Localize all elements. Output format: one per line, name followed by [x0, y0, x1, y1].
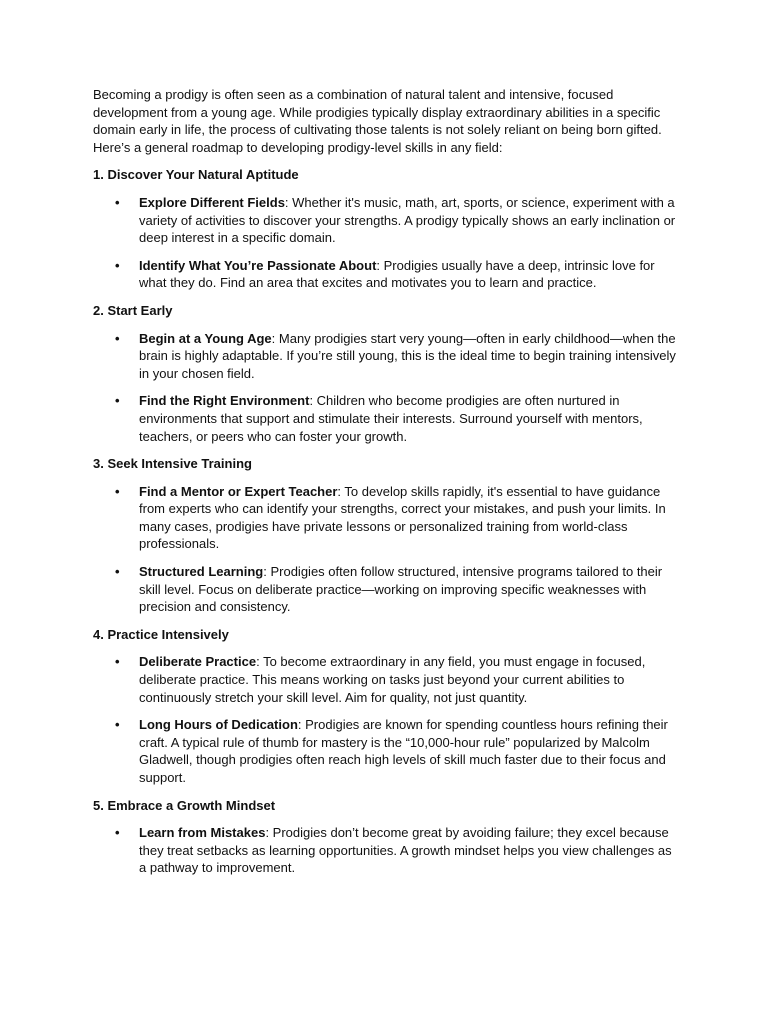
bullet-list — [93, 824, 676, 877]
bullet-icon: • — [115, 330, 120, 346]
section — [93, 797, 676, 877]
intro-paragraph: Becoming a prodigy is often seen as a combination of natural talent and intensive, focused development from a young age. While prodigies typically display extraordinary abilities in a specific domain early in life, the process of cultivating those talents is not solely reliant on being born gifted. Here’s a general roadmap to developing prodigy-level skills in any field: — [93, 87, 662, 155]
bullet-icon: • — [115, 654, 120, 670]
list-item — [93, 653, 676, 706]
item-term: Explore Different Fields — [139, 194, 285, 210]
section-heading: 1. Discover Your Natural Aptitude — [93, 167, 299, 183]
bullet-icon: • — [115, 194, 120, 210]
section — [93, 626, 676, 787]
bullet-icon: • — [115, 825, 120, 841]
bullet-icon: • — [115, 564, 120, 580]
bullet-list — [93, 653, 676, 786]
item-term: Find a Mentor or Expert Teacher — [139, 483, 338, 499]
list-item — [93, 824, 676, 877]
list-item — [93, 716, 676, 786]
item-term: Structured Learning — [139, 564, 264, 580]
item-text: : To develop skills rapidly, it's essential to have guidance from experts who can identify your strengths, correct your mistakes, and push your limits. In many cases, prodigies have private lessons or personalized training from world-class professionals. — [139, 483, 666, 552]
item-text: : Whether it's music, math, art, sports, or science, experiment with a variety of activities to discover your strengths. A prodigy typically shows an early inclination or deep interest in a specific domain. — [139, 194, 676, 246]
item-term: Find the Right Environment — [139, 393, 310, 409]
item-text: : Prodigies don’t become great by avoiding failure; they excel because they treat setbacks as learning opportunities. A growth mindset helps you view challenges as a pathway to improvement. — [139, 825, 672, 876]
bullet-list — [93, 194, 676, 292]
item-text: : Prodigies are known for spending countless hours refining their craft. A typical rule of thumb for mastery is the “10,000-hour rule” popularized by Malcolm Gladwell, though prodigies often reach high levels of skill much faster due to their focus and support. — [139, 717, 668, 785]
bullet-icon: • — [115, 393, 120, 409]
item-term: Deliberate Practice — [139, 654, 257, 670]
item-text: : Prodigies often follow structured, intensive programs tailored to their skill level. Focus on deliberate practice—working on improving specific weaknesses with precision and consistency. — [139, 564, 663, 615]
section-heading: 5. Embrace a Growth Mindset — [93, 797, 276, 813]
section — [93, 302, 676, 445]
section-heading: 3. Seek Intensive Training — [93, 456, 252, 472]
item-text: : To become extraordinary in any field, you must engage in focused, deliberate practice. This means working on tasks just beyond your current abilities to continuously stretch your skill level. Aim for quality, not just quantity. — [139, 654, 646, 705]
list-item — [93, 392, 676, 445]
item-text: : Prodigies usually have a deep, intrinsic love for what they do. Find an area that excites and motivates you to learn and practice. — [139, 257, 655, 291]
item-term: Long Hours of Dedication — [139, 717, 298, 733]
section — [93, 166, 676, 292]
bullet-list — [93, 330, 676, 446]
bullet-list — [93, 483, 676, 616]
bullet-icon: • — [115, 717, 120, 733]
section — [93, 455, 676, 616]
item-text: : Many prodigies start very young—often in early childhood—when the brain is highly adaptable. If you’re still young, this is the ideal time to begin training intensively in your chosen field. — [139, 330, 676, 381]
section-heading: 4. Practice Intensively — [93, 626, 229, 642]
list-item — [93, 330, 676, 383]
item-text: : Children who become prodigies are often nurtured in environments that support and stimulate their interests. Surround yourself with mentors, teachers, or peers who can foster your growth. — [139, 393, 643, 444]
bullet-icon: • — [115, 257, 120, 273]
section-heading: 2. Start Early — [93, 302, 173, 318]
list-item — [93, 483, 676, 553]
item-term: Identify What You’re Passionate About — [139, 257, 377, 273]
list-item — [93, 194, 676, 247]
item-term: Begin at a Young Age — [139, 330, 272, 346]
item-term: Learn from Mistakes — [139, 825, 266, 841]
list-item — [93, 563, 676, 616]
bullet-icon: • — [115, 483, 120, 499]
list-item — [93, 257, 676, 292]
